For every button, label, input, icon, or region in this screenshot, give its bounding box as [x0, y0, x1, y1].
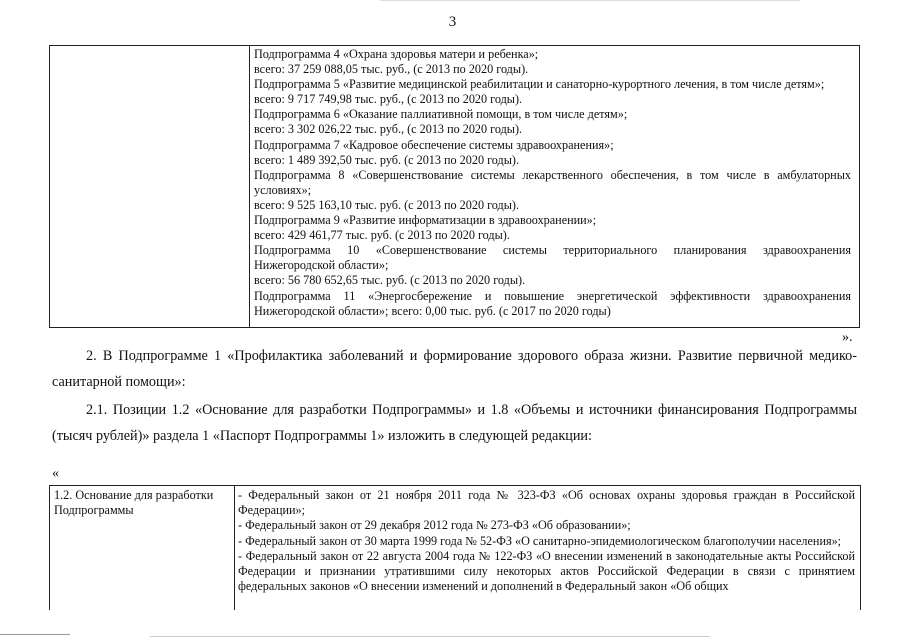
subprogram-line: Подпрограмма 5 «Развитие медицинской реабилитации и санаторно-курортного лечения, в том числе детям»; [254, 77, 825, 92]
subprogram-line: Подпрограмма 8 «Совершенствование системы лекарственного обеспечения, в том числе в амбулаторных условиях»; [254, 167, 851, 197]
subprogram-line: всего: 3 302 026,22 тыс. руб., (с 2013 по 2020 годы). [254, 122, 523, 137]
subprogram-line: Подпрограмма 9 «Развитие информатизации в здравоохранении»; [254, 213, 597, 228]
subprogram-line: всего: 56 780 652,65 тыс. руб. (с 2013 по 2020 годы). [254, 273, 526, 288]
scan-artifact-bottom-left [0, 634, 70, 635]
closing-quote: ». [842, 330, 853, 345]
subprogram-line: всего: 1 489 392,50 тыс. руб. (с 2013 по 2020 годы). [254, 152, 520, 167]
legal-basis-list [238, 488, 855, 594]
paragraph-2: 2. В Подпрограмме 1 «Профилактика заболеваний и формирование здорового образа жизни. Развитие первичной медико-санитарной помощи»: [52, 348, 857, 390]
passport-item-label: 1.2. Основание для разработки Подпрограммы [54, 488, 214, 518]
opening-quote: « [52, 466, 59, 481]
subprogram-funding-table [49, 45, 860, 328]
subprogram-line: Подпрограмма 6 «Оказание паллиативной помощи, в том числе детям»; [254, 107, 628, 122]
subprogram-line: Подпрограмма 11 «Энергосбережение и повышение энергетической эффективности здравоохранения Нижегородской области»; всего: 0,00 тыс. руб. (с 2017 по 2020 годы) [254, 288, 851, 318]
page-number: 3 [448, 14, 457, 30]
subprogram-line: всего: 37 259 088,05 тыс. руб., (с 2013 по 2020 годы). [254, 62, 529, 77]
subprogram-funding-list [254, 47, 851, 319]
legal-basis-item: - Федеральный закон от 29 декабря 2012 года № 273-ФЗ «Об образовании»; [238, 518, 631, 533]
subprogram-line: Подпрограмма 4 «Охрана здоровья матери и ребенка»; [254, 47, 539, 61]
paragraph-2-1: 2.1. Позиции 1.2 «Основание для разработки Подпрограммы» и 1.8 «Объемы и источники финансирования Подпрограммы (тысяч рублей)» раздела 1 «Паспорт Подпрограммы 1» изложить в следующей редакции: [52, 402, 857, 444]
legal-basis-item: - Федеральный закон от 30 марта 1999 года № 52-ФЗ «О санитарно-эпидемиологическом благополучии населения»; [238, 533, 842, 548]
subprogram-line: всего: 9 525 163,10 тыс. руб. (с 2013 по 2020 годы). [254, 197, 520, 212]
legal-basis-item: - Федеральный закон от 22 августа 2004 года № 122-ФЗ «О внесении изменений в законодательные акты Российской Федерации и признании утратившими силу некоторых актов Российской Федерации в связи с принятием федеральных законов «О внесении изменений и дополнений в Федеральный закон «Об общих [238, 548, 855, 594]
subprogram-line: Подпрограмма 10 «Совершенствование системы территориального планирования здравоохранения Нижегородской области»; [254, 243, 851, 273]
scan-artifact-bottom-mid [150, 636, 710, 637]
subprogram-line: всего: 429 461,77 тыс. руб. (с 2013 по 2020 годы). [254, 228, 510, 243]
legal-basis-item: - Федеральный закон от 21 ноября 2011 года № 323-ФЗ «Об основах охраны здоровья граждан в Российской Федерации»; [238, 488, 855, 518]
subprogram-line: всего: 9 717 749,98 тыс. руб., (с 2013 по 2020 годы). [254, 92, 523, 107]
subprogram-passport-table [49, 485, 861, 610]
scan-artifact-top [380, 0, 800, 1]
table-column-divider [249, 46, 250, 327]
subprogram-line: Подпрограмма 7 «Кадровое обеспечение системы здравоохранения»; [254, 137, 614, 152]
table-column-divider [234, 486, 235, 610]
